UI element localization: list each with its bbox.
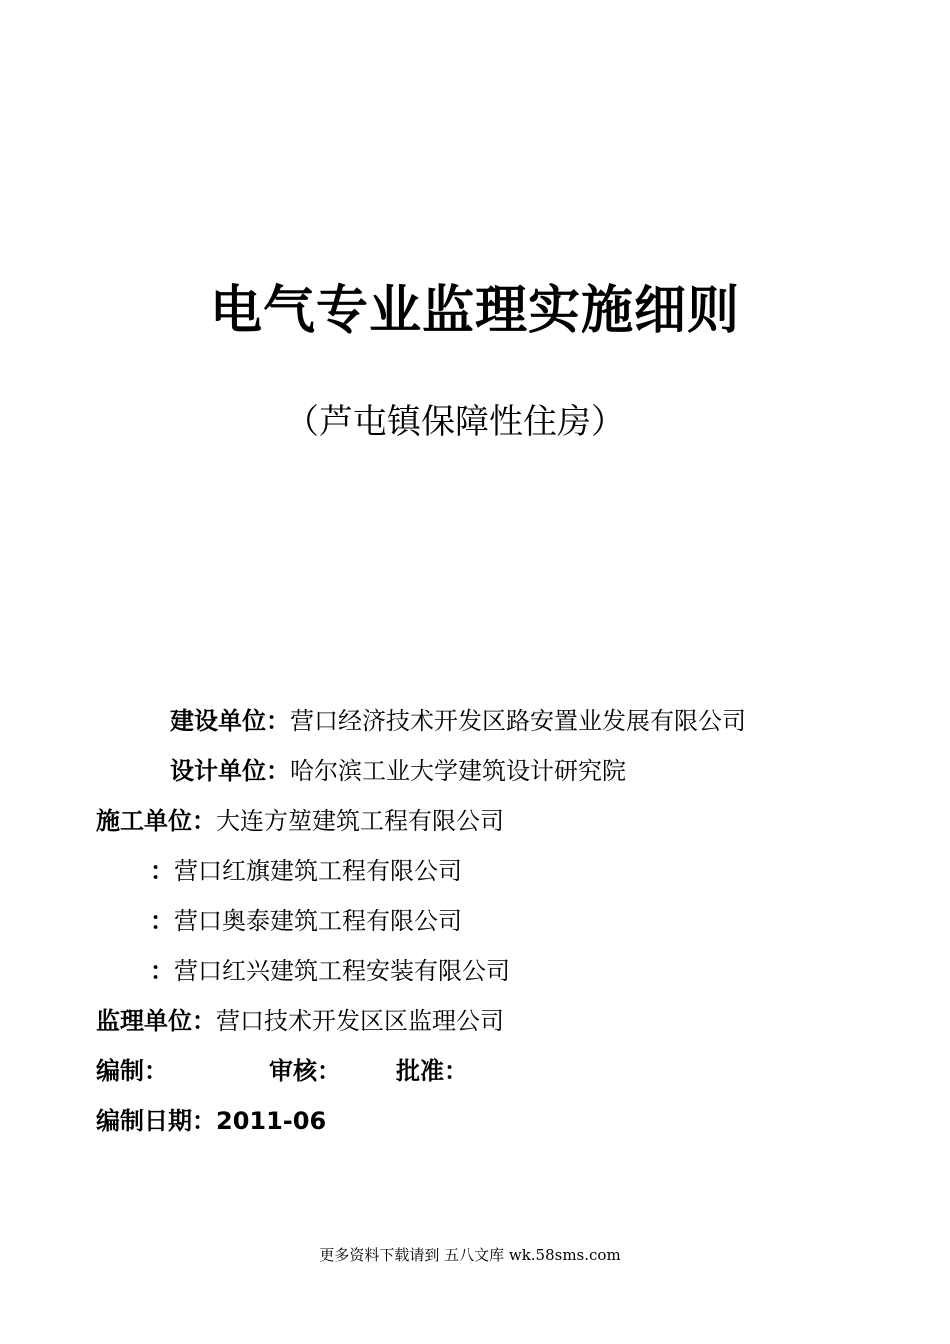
design-unit-value: 哈尔滨工业大学建筑设计研究院 [290,757,626,785]
date-value: 2011-06 [216,1107,327,1135]
document-subtitle [0,398,950,446]
construction-unit-colon: ： [150,957,174,985]
construction-unit-label: 施工单位： [96,807,216,835]
build-unit-label: 建设单位： [170,707,290,735]
review-label: 审核： [269,1057,341,1085]
document-title: 电气专业监理实施细则 [209,281,740,341]
construction-unit-line [96,805,504,837]
page-footer [0,1244,950,1266]
compile-label: 编制： [96,1057,168,1085]
build-unit-value: 营口经济技术开发区路安置业发展有限公司 [290,707,746,735]
design-unit-line [170,755,626,787]
construction-unit-colon: ： [150,857,174,885]
construction-unit-value-3: 营口奥泰建筑工程有限公司 [174,907,462,935]
supervision-unit-value: 营口技术开发区区监理公司 [216,1007,504,1035]
supervision-unit-line [96,1005,504,1037]
construction-unit-value: 大连方堃建筑工程有限公司 [216,807,504,835]
construction-unit-value-4: 营口红兴建筑工程安装有限公司 [174,957,510,985]
supervision-unit-label: 监理单位： [96,1007,216,1035]
construction-unit-line-2 [150,855,462,887]
construction-unit-line-4 [150,955,510,987]
footer-text: 更多资料下载请到 五八文库 wk.58sms.com [319,1246,621,1264]
signature-line [96,1055,468,1087]
build-unit-line [170,705,746,737]
subtitle-text: （芦屯镇保障性住房） [285,402,625,442]
design-unit-label: 设计单位： [170,757,290,785]
approve-label: 批准： [396,1057,468,1085]
construction-unit-line-3 [150,905,462,937]
date-label: 编制日期： [96,1107,216,1135]
construction-unit-colon: ： [150,907,174,935]
construction-unit-value-2: 营口红旗建筑工程有限公司 [174,857,462,885]
date-line [96,1105,326,1137]
